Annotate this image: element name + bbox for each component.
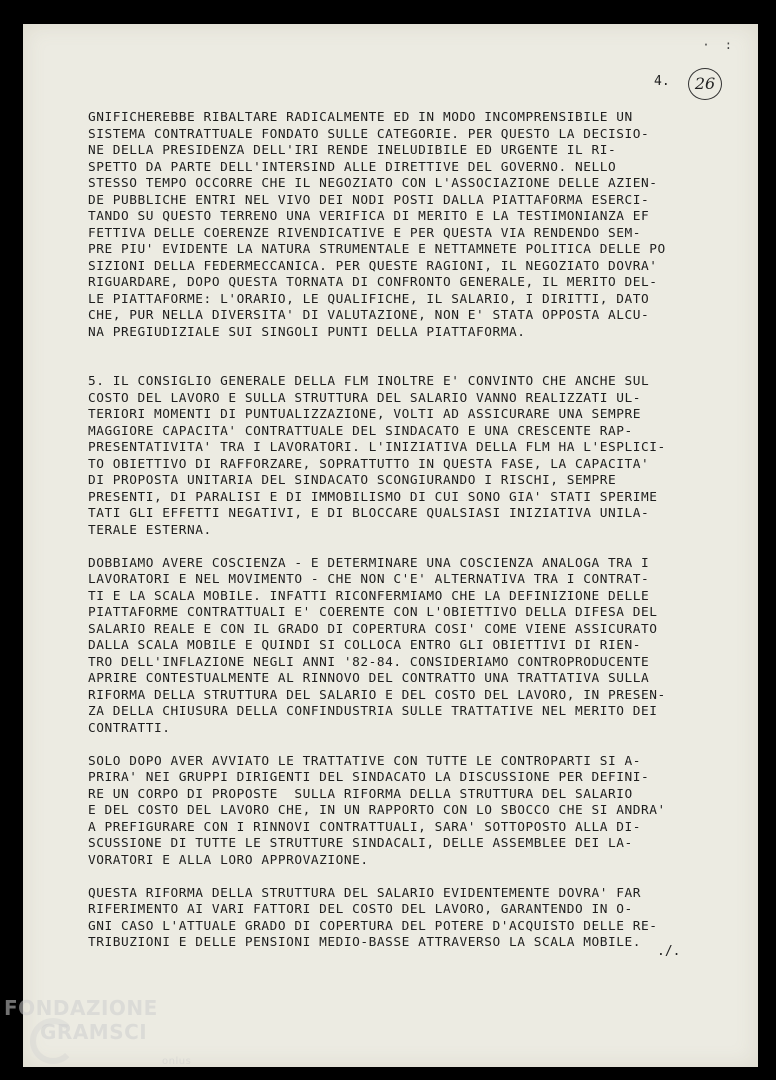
text-line: RIGUARDARE, DOPO QUESTA TORNATA DI CONFRONTO GENERALE, IL MERITO DEL- [88, 275, 658, 290]
text-line: TO OBIETTIVO DI RAFFORZARE, SOPRATTUTTO IN QUESTA FASE, LA CAPACITA' [88, 456, 650, 472]
text-line: PRESENTATIVITA' TRA I LAVORATORI. L'INIZIATIVA DELLA FLM HA L'ESPLICI- [88, 440, 666, 455]
text-line: TRIBUZIONI E DELLE PENSIONI MEDIO-BASSE ATTRAVERSO LA SCALA MOBILE. [88, 935, 642, 950]
text-line: TI E LA SCALA MOBILE. INFATTI RICONFERMIAMO CHE LA DEFINIZIONE DELLE [88, 588, 650, 604]
gramsci-logo-icon [30, 1018, 76, 1064]
paragraph [88, 754, 728, 870]
watermark-line1: FONDAZIONE [4, 996, 158, 1020]
page-number: 4. [654, 74, 670, 89]
text-line: NA PREGIUDIZIALE SUI SINGOLI PUNTI DELLA PIATTAFORMA. [88, 324, 526, 340]
text-line: QUESTA RIFORMA DELLA STRUTTURA DEL SALARIO EVIDENTEMENTE DOVRA' FAR [88, 885, 642, 901]
corner-marks: · : [702, 38, 736, 52]
text-line: COSTO DEL LAVORO E SULLA STRUTTURA DEL SALARIO VANNO REALIZZATI UL- [88, 390, 642, 406]
text-line: SCUSSIONE DI TUTTE LE STRUTTURE SINDACALI, DELLE ASSEMBLEE DEI LA- [88, 836, 633, 851]
text-line: 5. IL CONSIGLIO GENERALE DELLA FLM INOLTRE E' CONVINTO CHE ANCHE SUL [88, 374, 650, 389]
text-line: NE DELLA PRESIDENZA DELL'IRI RENDE INELUDIBILE ED URGENTE IL RI- [88, 143, 617, 158]
text-line: PRIRA' NEI GRUPPI DIRIGENTI DEL SINDACATO LA DISCUSSIONE PER DEFINI- [88, 770, 650, 785]
text-line: RE UN CORPO DI PROPOSTE SULLA RIFORMA DELLA STRUTTURA DEL SALARIO [88, 786, 633, 802]
text-line: SPETTO DA PARTE DELL'INTERSIND ALLE DIRETTIVE DEL GOVERNO. NELLO [88, 159, 617, 175]
paragraph [88, 886, 728, 952]
text-line: PRE PIU' EVIDENTE LA NATURA STRUMENTALE E NETTAMNETE POLITICA DELLE PO [88, 242, 666, 257]
text-line: VORATORI E ALLA LORO APPROVAZIONE. [88, 852, 369, 868]
watermark-suffix: onlus [162, 1056, 192, 1067]
text-line: GNIFICHEREBBE RIBALTARE RADICALMENTE ED IN MODO INCOMPRENSIBILE UN [88, 110, 633, 125]
typed-text-body [88, 110, 728, 968]
text-line: SOLO DOPO AVER AVVIATO LE TRATTATIVE CON TUTTE LE CONTROPARTI SI A- [88, 753, 642, 769]
text-line: APRIRE CONTESTUALMENTE AL RINNOVO DEL CONTRATTO UNA TRATTATIVA SULLA [88, 671, 650, 686]
document-page [23, 24, 758, 1067]
text-line: FETTIVA DELLE COERENZE RIVENDICATIVE E PER QUESTA VIA RENDENDO SEM- [88, 225, 642, 241]
text-line: SIZIONI DELLA FEDERMECCANICA. PER QUESTE RAGIONI, IL NEGOZIATO DOVRA' [88, 258, 658, 274]
text-line: DOBBIAMO AVERE COSCIENZA - E DETERMINARE UNA COSCIENZA ANALOGA TRA I [88, 555, 650, 571]
text-line: PRESENTI, DI PARALISI E DI IMMOBILISMO DI CUI SONO GIA' STATI SPERIME [88, 489, 658, 505]
text-line: LE PIATTAFORME: L'ORARIO, LE QUALIFICHE, IL SALARIO, I DIRITTI, DATO [88, 291, 650, 307]
text-line: A PREFIGURARE CON I RINNOVI CONTRATTUALI, SARA' SOTTOPOSTO ALLA DI- [88, 819, 642, 835]
text-line: LAVORATORI E NEL MOVIMENTO - CHE NON C'E' ALTERNATIVA TRA I CONTRAT- [88, 572, 650, 587]
text-line: STESSO TEMPO OCCORRE CHE IL NEGOZIATO CON L'ASSOCIAZIONE DELLE AZIEN- [88, 176, 658, 191]
paragraph [88, 110, 728, 341]
handwritten-page-stamp: 26 [688, 68, 722, 100]
text-line: E DEL COSTO DEL LAVORO CHE, IN UN RAPPORTO CON LO SBOCCO CHE SI ANDRA' [88, 803, 666, 818]
text-line: SALARIO REALE E CON IL GRADO DI COPERTURA COSI' COME VIENE ASSICURATO [88, 621, 658, 637]
text-line: TERIORI MOMENTI DI PUNTUALIZZAZIONE, VOLTI AD ASSICURARE UNA SEMPRE [88, 407, 642, 422]
text-line: TERALE ESTERNA. [88, 522, 212, 538]
text-line: CHE, PUR NELLA DIVERSITA' DI VALUTAZIONE, NON E' STATA OPPOSTA ALCU- [88, 308, 650, 323]
fondazione-gramsci-watermark [4, 996, 192, 1067]
text-line: TANDO SU QUESTO TERRENO UNA VERIFICA DI MERITO E LA TESTIMONIANZA EF [88, 209, 650, 224]
text-line: GNI CASO L'ATTUALE GRADO DI COPERTURA DEL POTERE D'ACQUISTO DELLE RE- [88, 918, 658, 934]
text-line: PIATTAFORME CONTRATTUALI E' COERENTE CON L'OBIETTIVO DELLA DIFESA DEL [88, 605, 658, 620]
paragraph [88, 556, 728, 738]
text-line: DI PROPOSTA UNITARIA DEL SINDACATO SCONGIURANDO I RISCHI, SEMPRE [88, 473, 617, 488]
text-line: RIFORMA DELLA STRUTTURA DEL SALARIO E DEL COSTO DEL LAVORO, IN PRESEN- [88, 687, 666, 703]
text-line: TATI GLI EFFETTI NEGATIVI, E DI BLOCCARE QUALSIASI INIZIATIVA UNILA- [88, 506, 650, 521]
watermark-line2: GRAMSCI [40, 1020, 148, 1044]
text-line: CONTRATTI. [88, 720, 171, 736]
text-line: ZA DELLA CHIUSURA DELLA CONFINDUSTRIA SULLE TRATTATIVE NEL MERITO DEI [88, 704, 658, 719]
text-line: MAGGIORE CAPACITA' CONTRATTUALE DEL SINDACATO E UNA CRESCENTE RAP- [88, 423, 633, 439]
paragraph [88, 374, 728, 539]
text-line: DE PUBBLICHE ENTRI NEL VIVO DEI NODI POSTI DALLA PIATTAFORMA ESERCI- [88, 192, 650, 208]
text-line: RIFERIMENTO AI VARI FATTORI DEL COSTO DEL LAVORO, GARANTENDO IN O- [88, 902, 633, 917]
text-line: TRO DELL'INFLAZIONE NEGLI ANNI '82-84. CONSIDERIAMO CONTROPRODUCENTE [88, 654, 650, 670]
text-line: DALLA SCALA MOBILE E QUINDI SI COLLOCA ENTRO GLI OBIETTIVI DI RIEN- [88, 638, 642, 653]
text-line: SISTEMA CONTRATTUALE FONDATO SULLE CATEGORIE. PER QUESTO LA DECISIO- [88, 126, 650, 142]
continuation-mark: ./. [657, 944, 681, 959]
